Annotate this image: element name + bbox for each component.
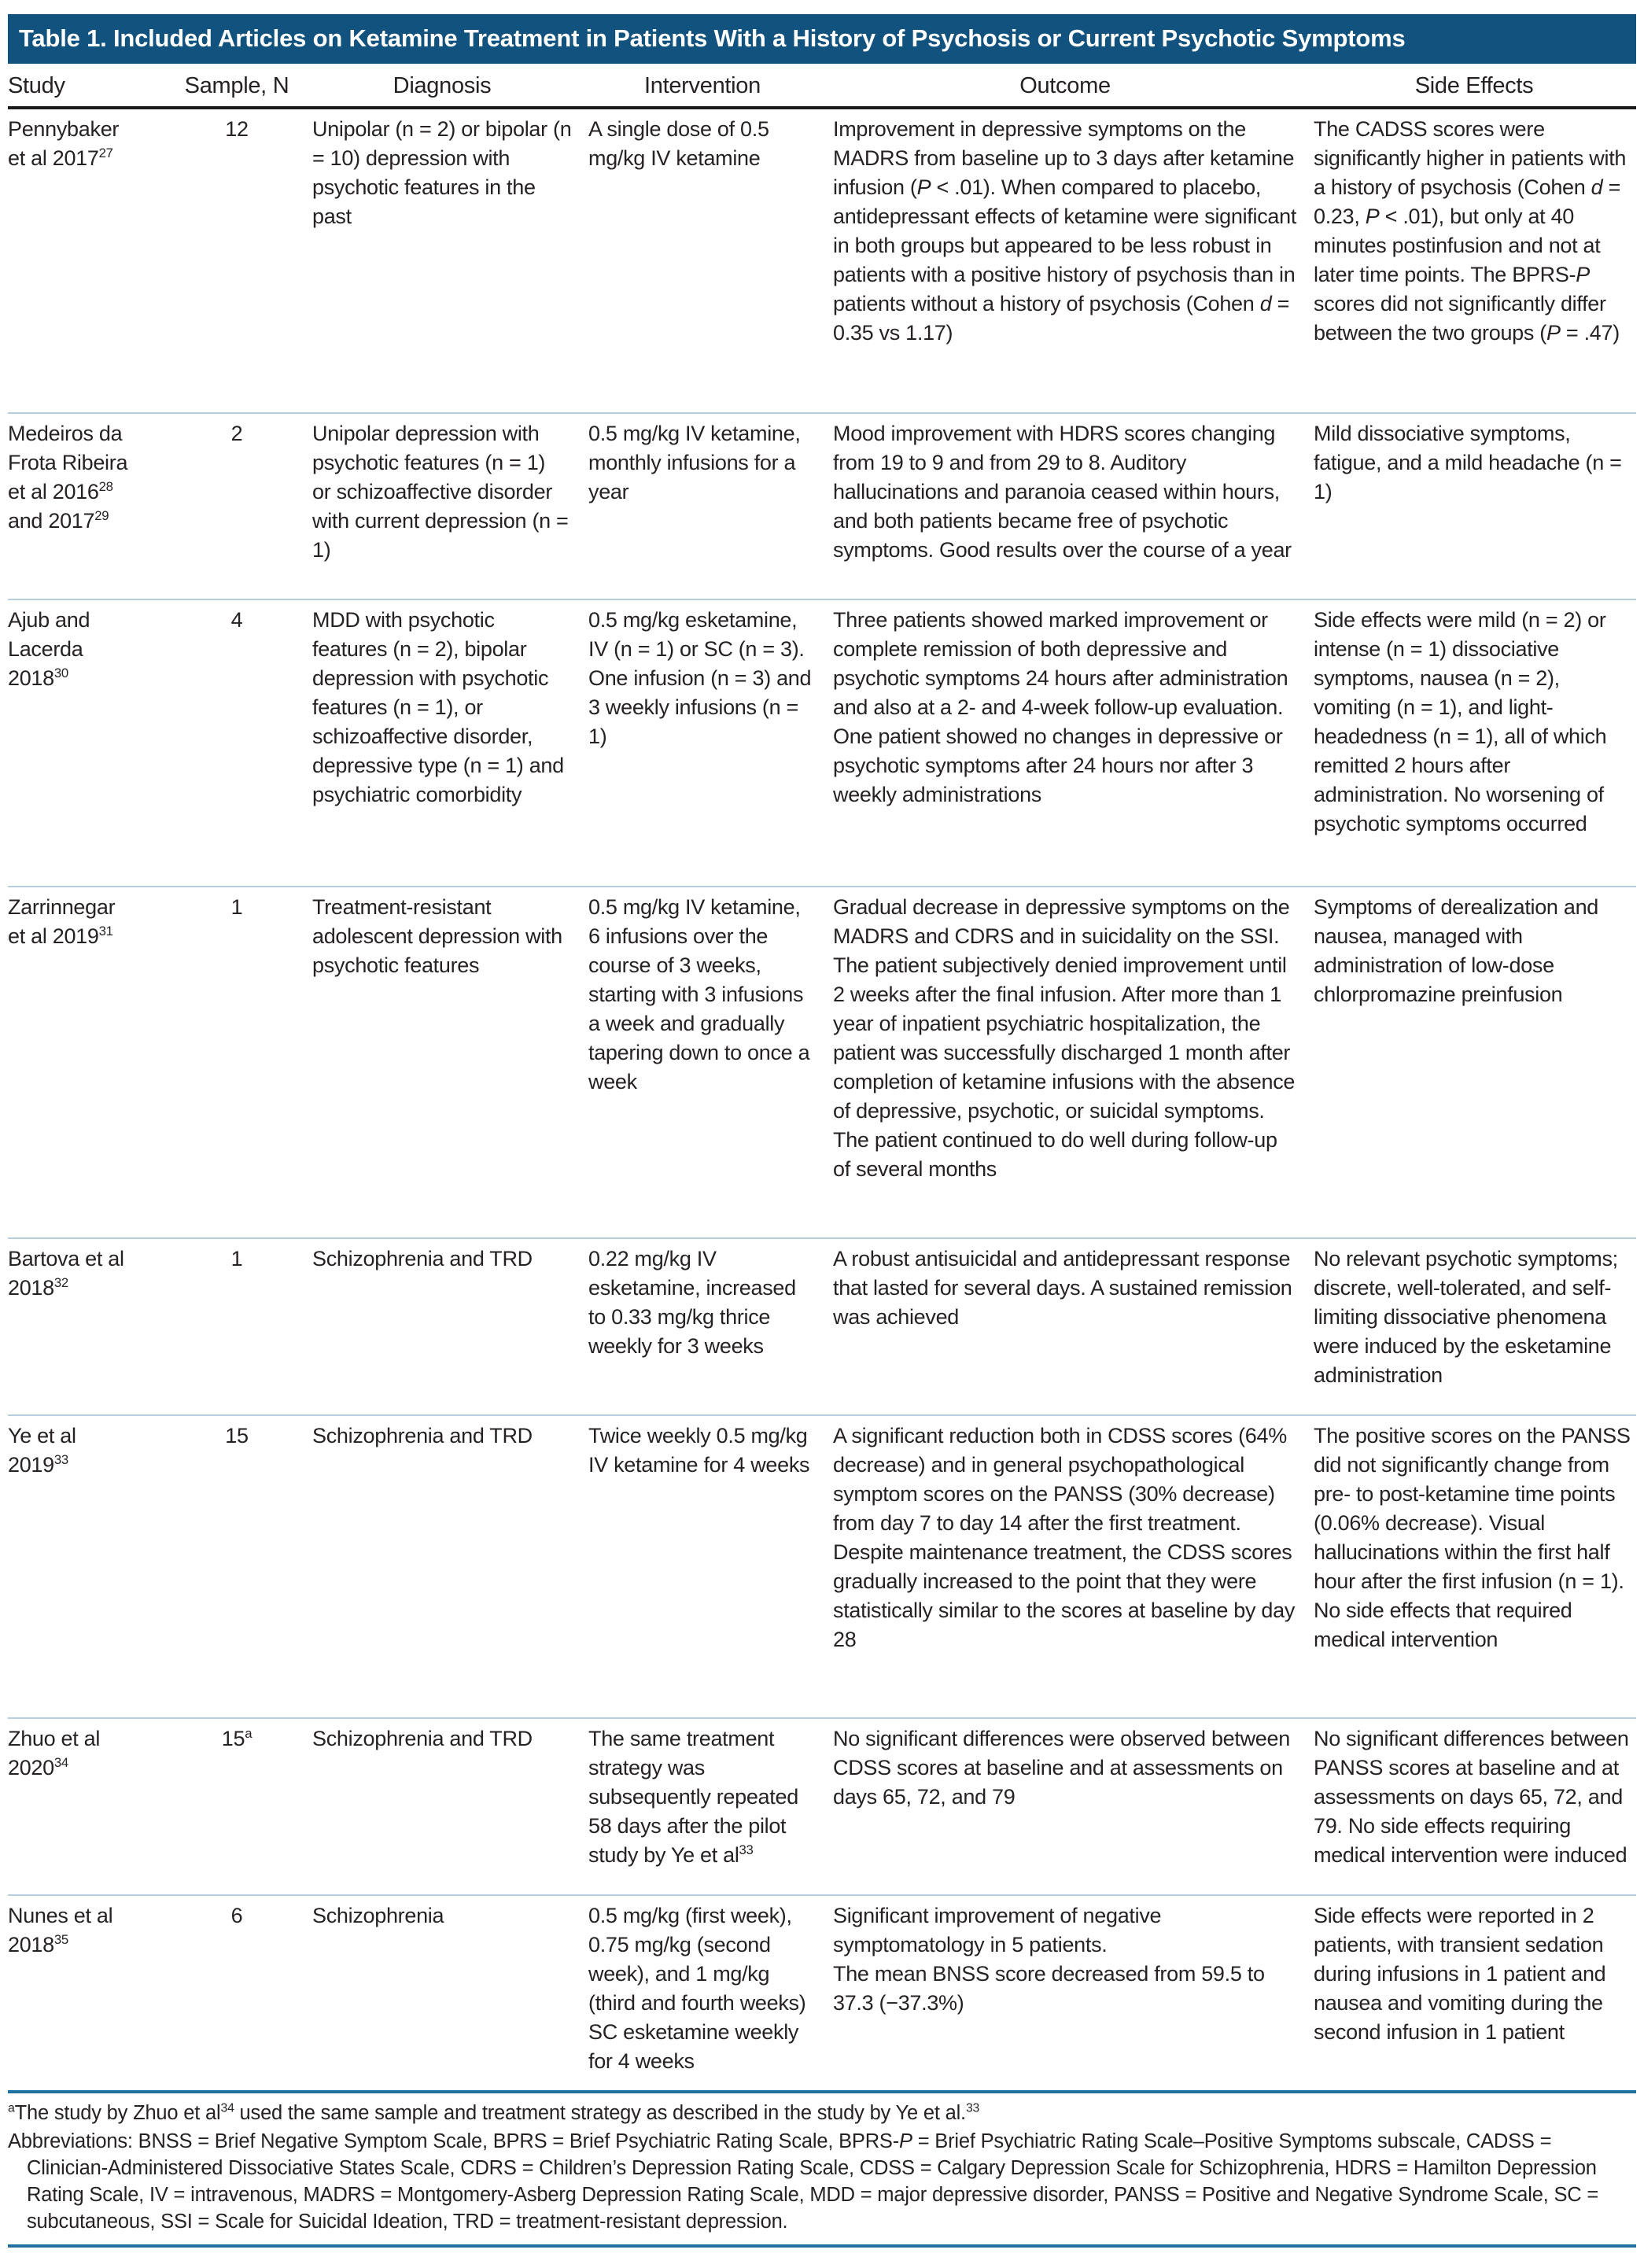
intervention-cell: 0.5 mg/kg IV ketamine, monthly infusions for a year — [588, 422, 801, 503]
table-row-bartova — [8, 1237, 1636, 1414]
sample-cell: 1 — [230, 895, 243, 919]
column-header-sample-n: Sample, N — [184, 73, 289, 98]
outcome-cell: A robust antisuicidal and antidepressant response that lasted for several days. A sustained remission was achieved — [833, 1247, 1292, 1329]
side-effects-cell: Side effects were reported in 2 patients, with transient sedation during infusions in 1 patient and nausea and vomiting during the second infusion in 1 patient — [1314, 1904, 1606, 2044]
outcome-cell: A significant reduction both in CDSS scores (64% decrease) and in general psychopathological symptom scores on the PANSS (30% decrease) from day 7 to day 14 after the first treatment. Despite maintenance treatment, the CDSS scores gradually increased to the point that they were statistically similar to the scores at baseline by day 28 — [833, 1424, 1296, 1651]
side-effects-cell: No relevant psychotic symptoms; discrete, well-tolerated, and self-limiting dissociative phenomena were induced by the esketamine administration — [1314, 1247, 1618, 1387]
sample-cell: 12 — [225, 117, 249, 141]
sample-cell: 1 — [230, 1247, 243, 1270]
column-header-intervention: Intervention — [644, 73, 761, 98]
column-header-study: Study — [8, 73, 65, 98]
outcome-cell: Improvement in depressive symptoms on the MADRS from baseline up to 3 days after ketamine infusion (P < .01). When compared to placebo, antidepressant effects of ketamine were significant in both groups but appeared to be less robust in patients with a positive history of psychosis than in patients without a history of psychosis (Cohen d = 0.35 vs 1.17) — [833, 117, 1297, 345]
diagnosis-cell: Schizophrenia and TRD — [312, 1247, 533, 1270]
intervention-cell: The same treatment strategy was subsequently repeated 58 days after the pilot study by Ye et $al^{33}$ — [588, 1727, 798, 1867]
intervention-cell: 0.5 mg/kg (first week), 0.75 mg/kg (second week), and 1 mg/kg (third and fourth weeks) SC esketamine weekly for 4 weeks — [588, 1904, 806, 2073]
intervention-cell: 0.5 mg/kg esketamine, IV (n = 1) or SC (n = 3). One infusion (n = 3) and 3 weekly infusions (n = 1) — [588, 608, 812, 748]
sample-cell: 4 — [230, 608, 243, 632]
table-body — [8, 109, 1636, 2090]
table-row-pennybaker — [8, 109, 1636, 412]
sample-cell: 15$^a$ — [221, 1726, 252, 1750]
outcome-cell: Three patients showed marked improvement or complete remission of both depressive and psychotic symptoms 24 hours after administration and also at a 2- and 4-week follow-up evaluation. One patient showed no changes in depressive or psychotic symptoms after 24 hours nor after 3 weekly administrations — [833, 608, 1288, 806]
table-row-nunes — [8, 1894, 1636, 2090]
table-header-row — [8, 64, 1636, 109]
diagnosis-cell: Schizophrenia and TRD — [312, 1727, 533, 1750]
side-effects-cell: The positive scores on the PANSS did not significantly change from pre- to post-ketamine time points (0.06% decrease). Visual hallucinations within the first half hour after the first infusion (n = 1). No side effects that required medical intervention — [1314, 1424, 1631, 1651]
diagnosis-cell: Treatment-resistant adolescent depression with psychotic features — [312, 895, 562, 977]
column-header-side-effects: Side Effects — [1414, 73, 1534, 98]
outcome-cell: Gradual decrease in depressive symptoms on the MADRS and CDRS and in suicidality on the SSI. The patient subjectively denied improvement until 2 weeks after the final infusion. After more than 1 year of inpatient psychiatric hospitalization, the patient was successfully discharged 1 month after completion of ketamine infusions with the absence of depressive, psychotic, or suicidal symptoms. The patient continued to do well during follow-up of several months — [833, 895, 1296, 1181]
side-effects-cell: No significant differences between PANSS scores at baseline and at assessments on days 65, 72, and 79. No side effects requiring medical intervention were induced — [1314, 1727, 1629, 1867]
sample-cell: 15 — [225, 1424, 249, 1447]
table-title: Table 1. Included Articles on Ketamine Treatment in Patients With a History of Psychosis or Current Psychotic Symptoms — [8, 14, 1636, 64]
side-effects-cell: Symptoms of derealization and nausea, managed with administration of low-dose chlorpromazine preinfusion — [1314, 895, 1598, 1006]
diagnosis-cell: Unipolar depression with psychotic features (n = 1) or schizoaffective disorder with current depression (n = 1) — [312, 422, 569, 562]
intervention-cell: Twice weekly 0.5 mg/kg IV ketamine for 4 weeks — [588, 1424, 810, 1477]
outcome-cell: No significant differences were observed between CDSS scores at baseline and at assessments on days 65, 72, and 79 — [833, 1727, 1290, 1809]
study-cell: Zarrinnegar et al 2019$^{31}$ — [8, 895, 116, 948]
intervention-cell: 0.22 mg/kg IV esketamine, increased to 0.33 mg/kg thrice weekly for 3 weeks — [588, 1247, 796, 1358]
diagnosis-cell: MDD with psychotic features (n = 2), bipolar depression with psychotic features (n = 1), or schizoaffective disorder, depressive type (n = 1) and psychiatric comorbidity — [312, 608, 564, 806]
outcome-cell: Mood improvement with HDRS scores changing from 19 to 9 and from 29 to 8. Auditory hallucinations and paranoia ceased within hours, and both patients became free of psychotic symptoms. Good results over the course of a year — [833, 422, 1292, 562]
intervention-cell: 0.5 mg/kg IV ketamine, 6 infusions over the course of 3 weeks, starting with 3 infusions a week and gradually tapering down to once a week — [588, 895, 810, 1093]
study-cell: Nunes et al 2018$^{35}$ — [8, 1904, 113, 1956]
sample-cell: 2 — [230, 422, 243, 445]
study-cell: Bartova et al 2018$^{32}$ — [8, 1247, 124, 1300]
study-cell: Ye et al 2019$^{33}$ — [8, 1424, 76, 1477]
table-row-zarrinnegar — [8, 886, 1636, 1237]
side-effects-cell: The CADSS scores were significantly higher in patients with a history of psychosis (Cohen d = 0.23, P < .01), but only at 40 minutes postinfusion and not at later time points. The BPRS-P scores did not significantly differ between the two groups (P = .47) — [1314, 117, 1627, 345]
diagnosis-cell: Schizophrenia — [312, 1904, 444, 1927]
abbreviations-note: Abbreviations: BNSS = Brief Negative Symptom Scale, BPRS = Brief Psychiatric Rating Scale, BPRS-P = Brief Psychiatric Rating Scale–Positive Symptoms subscale, CADSS = Clinician-Administered Dissociative States Scale, CDRS = Children’s Depression Rating Scale, CDSS = Calgary Depression Scale for Schizophrenia, HDRS = Hamilton Depression Rating Scale, IV = intravenous, MADRS = Montgomery-Asberg Depression Rating Scale, MDD = major depressive disorder, PANSS = Positive and Negative Syndrome Scale, SC = subcutaneous, SSI = Scale for Suicidal Ideation, TRD = treatment-resistant depression. — [8, 2130, 1599, 2233]
table-row-zhuo — [8, 1717, 1636, 1894]
column-header-diagnosis: Diagnosis — [393, 73, 492, 98]
sample-cell: 6 — [230, 1904, 243, 1927]
footnote-a: $^a$The study by Zhuo et $al^{34}$ used the same sample and treatment strategy as described in the study by Ye et al.$^{33}$ — [8, 2101, 980, 2124]
table-row-ye — [8, 1414, 1636, 1717]
diagnosis-cell: Schizophrenia and TRD — [312, 1424, 533, 1447]
table-row-medeiros — [8, 412, 1636, 599]
study-cell: Ajub and Lacerda 2018$^{30}$ — [8, 608, 90, 690]
study-cell: Zhuo et al 2020$^{34}$ — [8, 1727, 101, 1779]
table-row-ajub — [8, 599, 1636, 886]
side-effects-cell: Mild dissociative symptoms, fatigue, and a mild headache (n = 1) — [1314, 422, 1622, 503]
side-effects-cell: Side effects were mild (n = 2) or intense (n = 1) dissociative symptoms, nausea (n = 2), vomiting (n = 1), and light-headedness (n = 1), all of which remitted 2 hours after administration. No worsening of psychotic symptoms occurred — [1314, 608, 1607, 835]
study-cell: Medeiros da Frota Ribeira et al 2016$^{28}$ and 2017$^{29}$ — [8, 422, 128, 533]
diagnosis-cell: Unipolar (n = 2) or bipolar (n = 10) depression with psychotic features in the past — [312, 117, 572, 228]
study-cell: Pennybaker et al 2017$^{27}$ — [8, 117, 120, 170]
column-header-outcome: Outcome — [1019, 73, 1111, 98]
outcome-cell: Significant improvement of negative symptomatology in 5 patients. The mean BNSS score decreased from 59.5 to 37.3 (−37.3%) — [833, 1904, 1265, 2015]
table-footnotes — [8, 2090, 1636, 2248]
intervention-cell: A single dose of 0.5 mg/kg IV ketamine — [588, 117, 769, 170]
